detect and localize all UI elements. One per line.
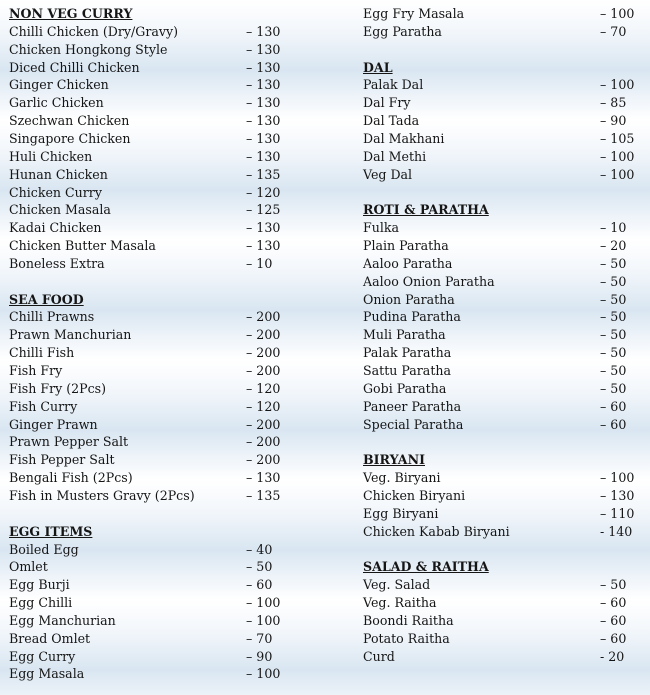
menu-item-name: Muli Paratha [363,327,446,343]
menu-item-price: – 130 [246,130,281,146]
menu-item-price: – 200 [246,416,281,432]
section-heading-row [354,558,650,576]
menu-item-price: – 200 [246,345,281,361]
menu-item-name: Egg Burji [9,577,70,593]
menu-item [354,416,650,434]
menu-item-name: Chicken Butter Masala [9,238,156,254]
menu-item-price: – 130 [246,238,281,254]
menu-item [0,255,300,273]
section-heading-non-veg-curry: NON VEG CURRY [9,6,133,21]
menu-item [354,94,650,112]
menu-item [0,648,300,666]
section-heading-row [354,59,650,77]
menu-item [0,94,300,112]
menu-item-name: Plain Paratha [363,238,449,254]
menu-item-name: Singapore Chicken [9,130,131,146]
menu-item [0,665,300,683]
menu-item-price: – 130 [246,470,281,486]
menu-item [0,41,300,59]
menu-item-price: – 130 [246,41,281,57]
menu-item-price: – 60 [600,630,627,646]
menu-item-price: – 130 [246,23,281,39]
menu-item-price: – 50 [246,559,273,575]
menu-item-name: Aaloo Onion Paratha [363,273,495,289]
menu-item-name: Veg. Salad [363,577,431,593]
menu-item-price: – 135 [246,166,281,182]
menu-item-name: Gobi Paratha [363,380,447,396]
menu-item-price: – 130 [246,148,281,164]
menu-item-name: Egg Fry Masala [363,6,465,21]
menu-item [0,237,300,255]
menu-item-price: – 70 [246,630,273,646]
menu-item-price: – 100 [600,166,635,182]
menu-item-name: Boiled Egg [9,541,79,557]
menu-item-name: Chilli Fish [9,345,75,361]
menu-item-price: – 50 [600,327,627,343]
menu-item-name: Sattu Paratha [363,363,451,378]
menu-item-price: – 90 [600,113,627,129]
menu-item-price: – 60 [600,416,627,432]
menu-item [0,344,300,362]
menu-left-column [0,0,320,695]
menu-item-name: Kadai Chicken [9,220,102,236]
menu-item-price: – 200 [246,434,281,450]
section-heading-roti-paratha: ROTI & PARATHA [363,202,489,218]
menu-item-price: – 90 [246,648,273,664]
menu-item [0,76,300,94]
menu-item-price: – 100 [246,612,281,628]
menu-item [0,219,300,237]
menu-item [0,166,300,184]
menu-item [0,594,300,612]
menu-item-price: – 50 [600,255,627,271]
menu-item [0,612,300,630]
section-heading-sea-food: SEA FOOD [9,291,84,307]
menu-item [0,130,300,148]
menu-item-name: Fish Fry [9,363,63,378]
menu-item-price: – 100 [600,148,635,164]
menu-item [354,612,650,630]
menu-item-price: - 20 [600,648,625,664]
menu-item-name: Huli Chicken [9,148,93,164]
menu-item [354,362,650,380]
menu-item-name: Onion Paratha [363,291,455,307]
menu-item [354,648,650,666]
menu-item-name: Palak Paratha [363,345,452,361]
section-heading-row [354,201,650,219]
menu-item-price: – 70 [600,23,627,39]
menu-item [0,201,300,219]
menu-item-price: – 125 [246,202,281,218]
menu-item [354,308,650,326]
section-heading-row [0,523,300,541]
menu-item-price: – 100 [600,6,635,21]
menu-item-name: Fulka [363,220,400,236]
menu-item-price: – 50 [600,380,627,396]
menu-item [354,523,650,541]
menu-item-name: Fish in Musters Gravy (2Pcs) [9,487,195,503]
menu-item-price: – 130 [246,113,281,129]
menu-item [354,326,650,344]
menu-item-price: – 130 [246,59,281,75]
section-heading-row [0,291,300,309]
menu-item-name: Omlet [9,559,48,575]
menu-item-price: – 200 [246,309,281,325]
menu-item-name: Egg Paratha [363,23,442,39]
menu-item-name: Dal Fry [363,95,411,111]
menu-item-name: Fish Fry (2Pcs) [9,380,107,396]
menu-item-name: Potato Raitha [363,630,450,646]
menu-item-price: – 120 [246,398,281,414]
menu-item-price: – 100 [246,666,281,682]
menu-item-price: – 50 [600,273,627,289]
menu-item-price: – 60 [246,577,273,593]
menu-item [0,308,300,326]
menu-item-price: – 100 [600,77,635,93]
menu-item-price: – 50 [600,577,627,593]
menu-item-price: - 140 [600,523,633,539]
menu-item-name: Chicken Masala [9,202,111,218]
menu-item [354,594,650,612]
menu-item-name: Aaloo Paratha [363,255,453,271]
menu-item-price: – 10 [600,220,627,236]
menu-item [0,469,300,487]
menu-item-name: Chicken Biryani [363,487,466,503]
menu-item-name: Chilli Prawns [9,309,95,325]
menu-item [0,630,300,648]
menu-item [0,433,300,451]
menu-item [0,112,300,130]
menu-item-name: Egg Biryani [363,505,439,521]
menu-item-name: Egg Curry [9,648,76,664]
section-heading-row [354,451,650,469]
menu-item-name: Szechwan Chicken [9,113,130,129]
menu-item [0,451,300,469]
menu-item [354,23,650,41]
section-heading-biryani: BIRYANI [363,452,425,468]
menu-item-name: Dal Methi [363,148,427,164]
menu-item-price: – 200 [246,327,281,343]
menu-item-name: Ginger Prawn [9,416,98,432]
menu-item-name: Garlic Chicken [9,95,104,111]
menu-item-price: – 120 [246,184,281,200]
menu-item-name: Egg Manchurian [9,612,116,628]
menu-item [354,273,650,291]
menu-item [0,558,300,576]
menu-item-name: Pudina Paratha [363,309,461,325]
menu-item [0,23,300,41]
menu-item-price: – 135 [246,487,281,503]
menu-item-price: – 110 [600,505,635,521]
menu-item-price: – 50 [600,291,627,307]
menu-item [354,291,650,309]
menu-item [0,416,300,434]
menu-item [354,344,650,362]
menu-item-price: – 130 [600,487,635,503]
menu-item-name: Hunan Chicken [9,166,108,182]
menu-item-price: – 120 [246,380,281,396]
menu-item [354,576,650,594]
menu-item [354,398,650,416]
menu-item [0,362,300,380]
menu-item-name: Bengali Fish (2Pcs) [9,470,133,486]
menu-item-price: – 50 [600,345,627,361]
menu-item-price: – 10 [246,255,273,271]
menu-item-name: Palak Dal [363,77,424,93]
menu-item-price: – 100 [246,595,281,611]
menu-item-name: Paneer Paratha [363,398,462,414]
menu-item-name: Egg Chilli [9,595,73,611]
menu-item [354,237,650,255]
menu-item-name: Chilli Chicken (Dry/Gravy) [9,23,179,39]
menu-item [354,469,650,487]
menu-item-price: – 50 [600,309,627,325]
menu-item-name: Veg. Raitha [363,595,437,611]
menu-item [354,219,650,237]
menu-item-price: – 200 [246,452,281,468]
menu-item-price: – 200 [246,363,281,378]
menu-item [354,255,650,273]
menu-item [354,166,650,184]
menu-item [0,59,300,77]
menu-item-name: Ginger Chicken [9,77,109,93]
menu-item-name: Chicken Curry [9,184,102,200]
menu-item-name: Prawn Pepper Salt [9,434,129,450]
menu-item-price: – 100 [600,470,635,486]
menu-item [0,541,300,559]
menu-item-name: Egg Masala [9,666,85,682]
menu-item-name: Dal Makhani [363,130,445,146]
menu-item [354,380,650,398]
menu-item-price: – 85 [600,95,627,111]
menu-item [0,326,300,344]
menu-item-price: – 40 [246,541,273,557]
menu-item [354,130,650,148]
menu-item [354,148,650,166]
menu-item-name: Boondi Raitha [363,612,454,628]
menu-item-name: Special Paratha [363,416,464,432]
section-heading-dal: DAL [363,59,393,75]
menu-item-price: – 130 [246,95,281,111]
menu-item [0,576,300,594]
section-heading-salad-raitha: SALAD & RAITHA [363,559,489,575]
menu-item [0,487,300,505]
menu-item [354,487,650,505]
menu-item-name: Diced Chilli Chicken [9,59,140,75]
menu-item-name: Prawn Manchurian [9,327,132,343]
menu-item [354,505,650,523]
menu-item-price: – 60 [600,398,627,414]
menu-item-name: Chicken Kabab Biryani [363,523,510,539]
menu-item-price: – 105 [600,130,635,146]
menu-item-name: Veg. Biryani [363,470,441,486]
menu-item-name: Curd [363,648,395,664]
menu-item-price: – 60 [600,595,627,611]
menu-item-price: – 130 [246,77,281,93]
menu-item [354,5,650,23]
menu-item [0,380,300,398]
menu-item-name: Fish Pepper Salt [9,452,115,468]
menu-item-name: Dal Tada [363,113,420,129]
menu-item [0,148,300,166]
menu-item-name: Boneless Extra [9,255,105,271]
menu-item-price: – 50 [600,363,627,378]
section-heading-egg-items: EGG ITEMS [9,523,93,539]
menu-item-price: – 20 [600,238,627,254]
menu-item-price: – 130 [246,220,281,236]
menu-item-name: Veg Dal [363,166,413,182]
menu-item [354,112,650,130]
menu-item-name: Bread Omlet [9,630,91,646]
menu-item [0,184,300,202]
menu-item [354,630,650,648]
menu-item-name: Fish Curry [9,398,78,414]
section-heading-row [0,5,300,23]
menu-item-price: – 60 [600,612,627,628]
menu-item [354,76,650,94]
menu-item [0,398,300,416]
menu-item-name: Chicken Hongkong Style [9,41,168,57]
menu-right-column [354,0,650,695]
